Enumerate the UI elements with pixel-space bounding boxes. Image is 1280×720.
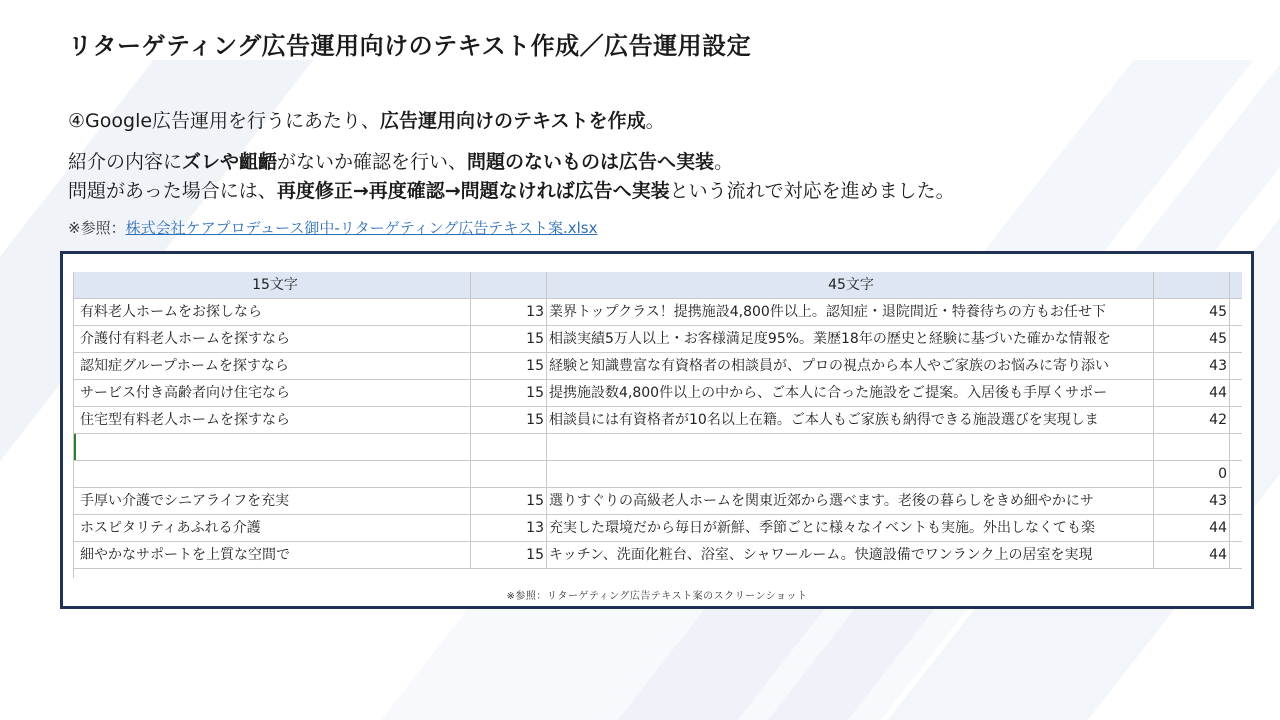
description-count-cell[interactable]: 0 — [1154, 461, 1230, 488]
table-row — [74, 515, 1242, 542]
table-row — [74, 299, 1242, 326]
description-45-cell[interactable]: 提携施設数4,800件以上の中から、ご本人に合った施設をご提案。入居後も手厚くサポー — [547, 380, 1154, 407]
headline-15-cell[interactable] — [74, 461, 471, 488]
check-line — [68, 147, 733, 174]
reference-prefix: ※参照： — [68, 219, 126, 237]
check-text-2: がないか確認を行い、 — [277, 151, 468, 173]
table-row — [74, 326, 1242, 353]
headline-count-cell[interactable] — [471, 434, 547, 461]
headline-count-cell[interactable] — [471, 461, 547, 488]
description-count-cell[interactable]: 44 — [1154, 542, 1230, 569]
description-45-cell[interactable]: 業界トップクラス！提携施設4,800件以上。認知症・退院間近・特養待ちの方もお任せ下 — [547, 299, 1154, 326]
table-row — [74, 542, 1242, 569]
description-45-cell[interactable]: 充実した環境だから毎日が新鮮、季節ごとに様々なイベントも実施。外出しなくても楽 — [547, 515, 1154, 542]
description-45-cell[interactable] — [547, 434, 1154, 461]
description-count-cell[interactable]: 42 — [1154, 407, 1230, 434]
description-45-cell[interactable]: キッチン、洗面化粧台、浴室、シャワールーム。快適設備でワンランク上の居室を実現 — [547, 542, 1154, 569]
headline-15-cell[interactable]: 認知症グループホームを探すなら — [74, 353, 471, 380]
headline-count-cell[interactable]: 13 — [471, 515, 547, 542]
header-cell-45-chars: 45文字 — [547, 272, 1154, 299]
screenshot-caption: ※参照：リターゲティング広告テキスト案のスクリーンショット — [506, 591, 808, 602]
headline-count-cell[interactable]: 15 — [471, 353, 547, 380]
headline-15-cell[interactable] — [74, 434, 471, 461]
headline-15-cell[interactable]: 有料老人ホームをお探しなら — [74, 299, 471, 326]
table-row — [74, 353, 1242, 380]
description-45-cell[interactable]: 相談員には有資格者が10名以上在籍。ご本人もご家族も納得できる施設選びを実現しま — [547, 407, 1154, 434]
process-emphasis: 再度修正→再度確認→問題なければ広告へ実装 — [276, 180, 670, 202]
reference-link[interactable]: 株式会社ケアプロデュース御中-リターゲティング広告テキスト案.xlsx — [125, 219, 598, 237]
reference-note — [68, 217, 598, 238]
process-line — [68, 176, 955, 203]
description-count-cell[interactable] — [1154, 434, 1230, 461]
description-45-cell[interactable]: 経験と知識豊富な有資格者の相談員が、プロの視点から本人やご家族のお悩みに寄り添い — [547, 353, 1154, 380]
extra-cell[interactable] — [1230, 353, 1242, 380]
description-count-cell[interactable]: 43 — [1154, 488, 1230, 515]
header-cell-count-2 — [1154, 272, 1230, 299]
spreadsheet — [73, 272, 1242, 578]
headline-count-cell[interactable]: 15 — [471, 380, 547, 407]
header-cell-extra — [1230, 272, 1242, 299]
header-cell-15-chars: 15文字 — [74, 272, 471, 299]
slide-title: リターゲティング広告運用向けのテキスト作成／広告運用設定 — [68, 32, 752, 60]
extra-cell[interactable] — [1230, 299, 1242, 326]
table-row — [74, 488, 1242, 515]
table-row — [74, 380, 1242, 407]
headline-15-cell[interactable]: サービス付き高齢者向け住宅なら — [74, 380, 471, 407]
extra-cell[interactable] — [1230, 380, 1242, 407]
headline-count-cell[interactable]: 15 — [471, 407, 547, 434]
description-45-cell[interactable]: 相談実績5万人以上・お客様満足度95%。業歴18年の歴史と経験に基づいた確かな情報を — [547, 326, 1154, 353]
header-row — [74, 272, 1242, 299]
intro-end: 。 — [645, 110, 665, 132]
headline-15-cell[interactable]: 介護付有料老人ホームを探すなら — [74, 326, 471, 353]
description-45-cell[interactable]: 選りすぐりの高級老人ホームを関東近郊から選べます。老後の暮らしをきめ細やかにサ — [547, 488, 1154, 515]
check-text-3: 。 — [714, 151, 734, 173]
check-emphasis-2: 問題のないものは広告へ実装 — [467, 151, 715, 173]
extra-cell[interactable] — [1230, 407, 1242, 434]
headline-15-cell[interactable]: 住宅型有料老人ホームを探すなら — [74, 407, 471, 434]
headline-15-cell[interactable]: 細やかなサポートを上質な空間で — [74, 542, 471, 569]
extra-cell[interactable] — [1230, 488, 1242, 515]
description-45-cell[interactable] — [547, 461, 1154, 488]
headline-count-cell[interactable]: 15 — [471, 326, 547, 353]
extra-cell[interactable] — [1230, 461, 1242, 488]
process-text-1: 問題があった場合には、 — [68, 180, 277, 202]
intro-line — [68, 106, 665, 133]
intro-emphasis: 広告運用向けのテキストを作成 — [380, 110, 646, 132]
description-count-cell[interactable]: 44 — [1154, 515, 1230, 542]
intro-text: ④Google広告運用を行うにあたり、 — [68, 110, 381, 132]
headline-count-cell[interactable]: 15 — [471, 542, 547, 569]
headline-15-cell[interactable]: ホスピタリティあふれる介護 — [74, 515, 471, 542]
table-row — [74, 461, 1242, 488]
process-text-2: という流れで対応を進めました。 — [669, 180, 955, 202]
description-count-cell[interactable]: 43 — [1154, 353, 1230, 380]
description-count-cell[interactable]: 44 — [1154, 380, 1230, 407]
headline-15-cell[interactable]: 手厚い介護でシニアライフを充実 — [74, 488, 471, 515]
description-count-cell[interactable]: 45 — [1154, 299, 1230, 326]
description-count-cell[interactable]: 45 — [1154, 326, 1230, 353]
table-row — [74, 407, 1242, 434]
check-text-1: 紹介の内容に — [68, 151, 183, 173]
extra-cell[interactable] — [1230, 326, 1242, 353]
extra-cell[interactable] — [1230, 515, 1242, 542]
table-row — [74, 434, 1242, 461]
extra-cell[interactable] — [1230, 434, 1242, 461]
spreadsheet-screenshot-frame — [60, 251, 1254, 609]
extra-cell[interactable] — [1230, 542, 1242, 569]
headline-count-cell[interactable]: 15 — [471, 488, 547, 515]
headline-count-cell[interactable]: 13 — [471, 299, 547, 326]
header-cell-count-1 — [471, 272, 547, 299]
check-emphasis-1: ズレや齟齬 — [182, 151, 278, 173]
